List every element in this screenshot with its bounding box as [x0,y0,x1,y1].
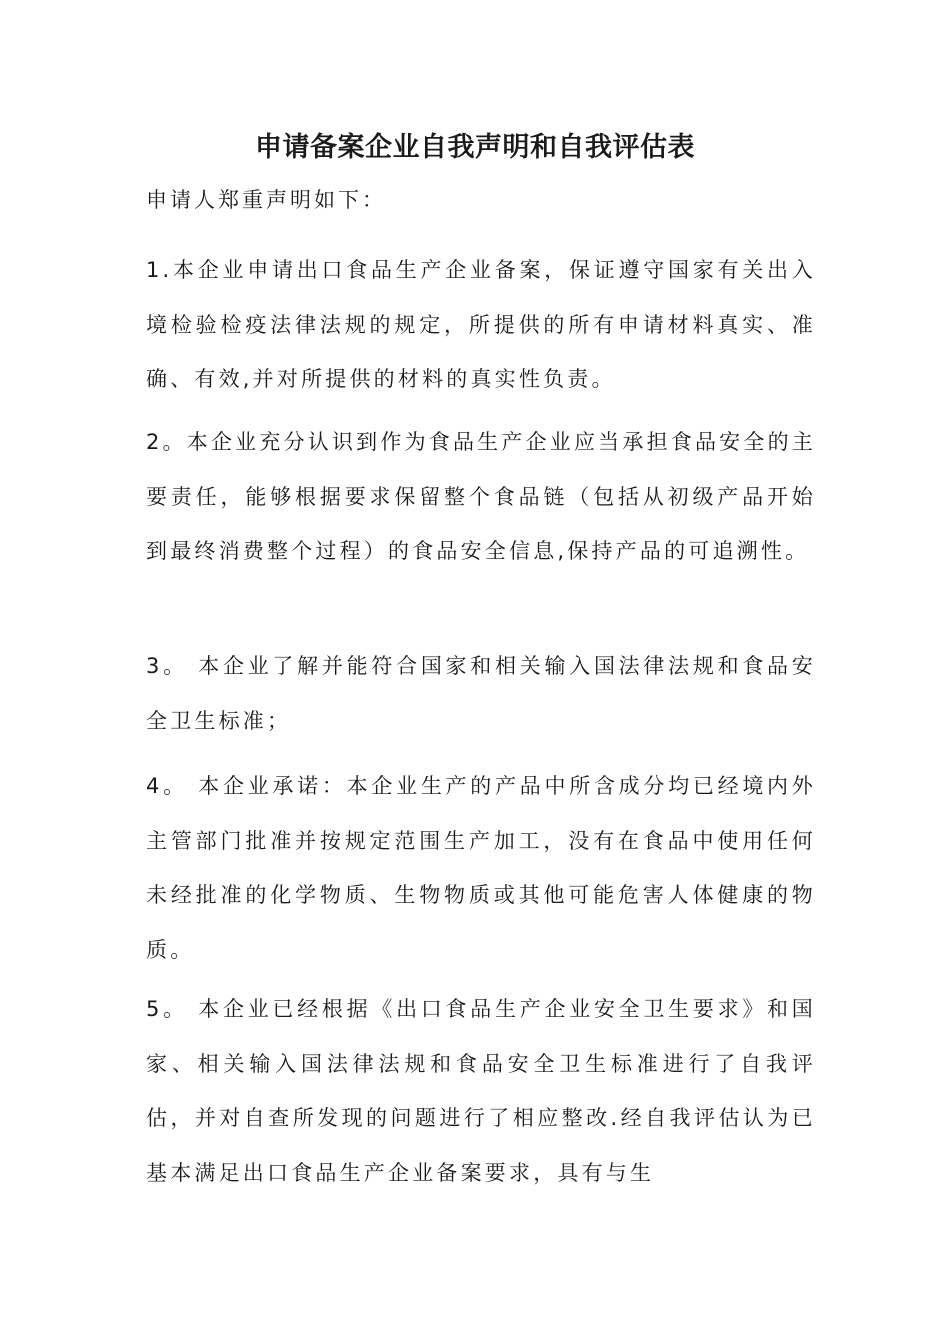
declaration-paragraph-2: 2。本企业充分认识到作为食品生产企业应当承担食品安全的主要责任，能够根据要求保留整个食品链（包括从初级产品开始到最终消费整个过程）的食品安全信息,保持产品的可追溯性。 [146,430,816,563]
declaration-paragraph-3: 3。 本企业了解并能符合国家和相关输入国法律法规和食品安全卫生标准； [146,654,816,733]
declaration-paragraph-5: 5。 本企业已经根据《出口食品生产企业安全卫生要求》和国家、相关输入国法律法规和食品安全卫生标准进行了自我评估，并对自查所发现的问题进行了相应整改.经自我评估认为已基本满足出口食品生产企业备案要求，具有与生 [146,997,816,1185]
declaration-paragraph-1: 1.本企业申请出口食品生产企业备案，保证遵守国家有关出入境检验检疫法律法规的规定，所提供的所有申请材料真实、准确、有效,并对所提供的材料的真实性负责。 [146,258,816,391]
document-title: 申请备案企业自我声明和自我评估表 [255,132,695,163]
intro-statement: 申请人郑重声明如下： [146,188,386,212]
declaration-paragraph-4: 4。 本企业承诺：本企业生产的产品中所含成分均已经境内外主管部门批准并按规定范围生产加工，没有在食品中使用任何未经批准的化学物质、生物物质或其他可能危害人体健康的物质。 [146,774,816,962]
